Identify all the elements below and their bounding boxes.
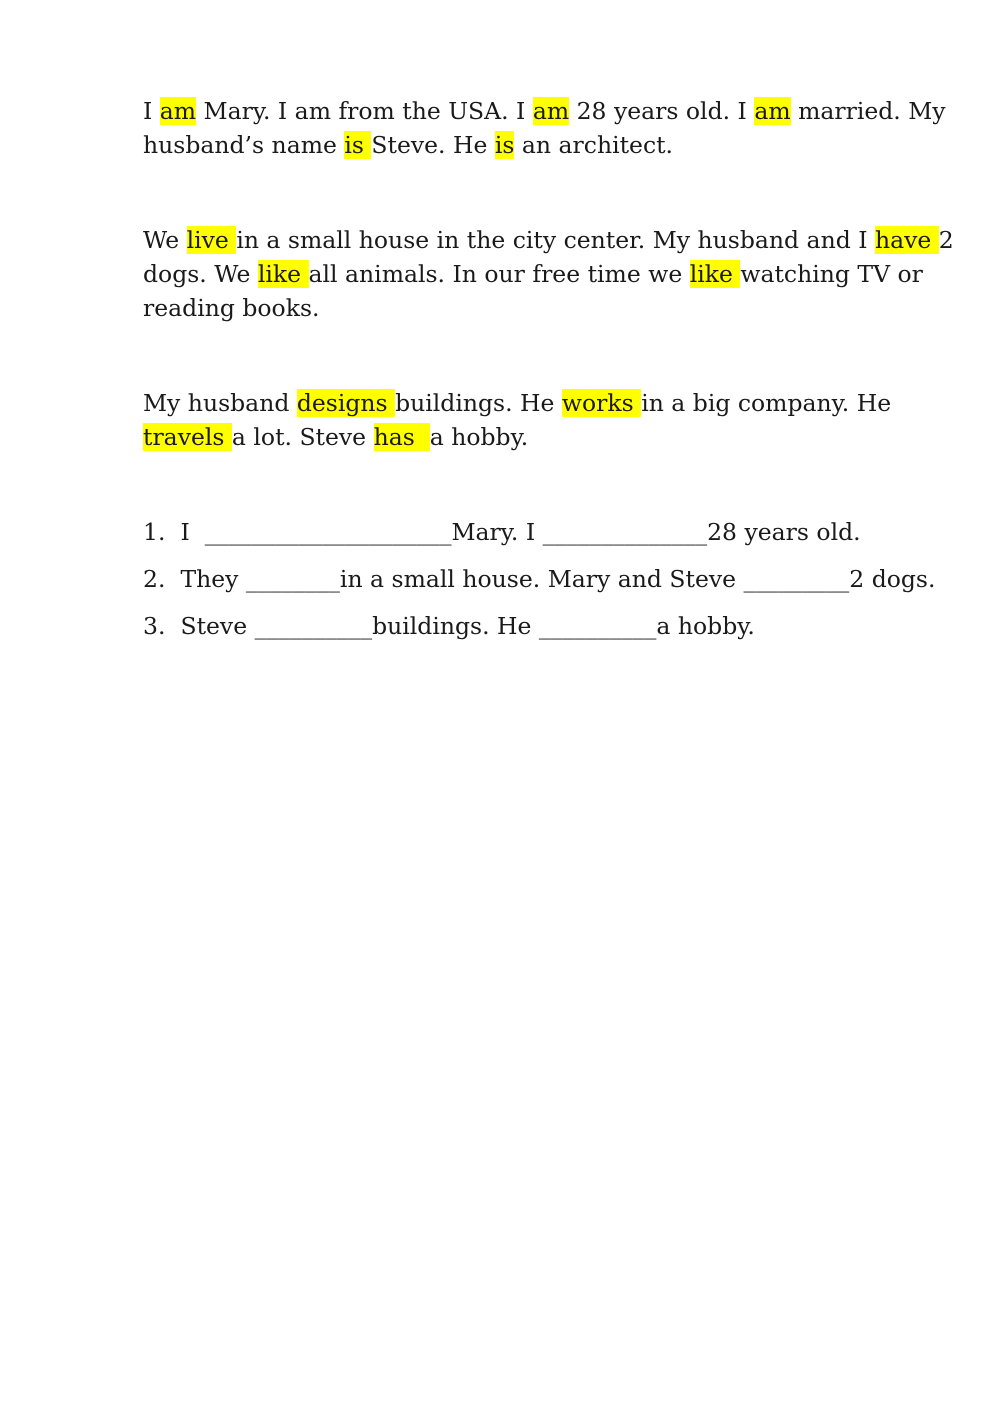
highlighted-verb: is	[494, 131, 515, 159]
paragraph-line	[143, 257, 943, 291]
text-segment: in a big company. He	[641, 389, 892, 417]
highlighted-verb: have	[874, 226, 939, 254]
paragraph-2	[143, 223, 954, 325]
text-segment: Steve. He	[371, 131, 495, 159]
highlighted-verb: am	[754, 97, 791, 125]
text-segment: all animals. In our free time we	[308, 260, 690, 288]
highlighted-verb: has	[373, 423, 430, 451]
highlighted-verb: like	[257, 260, 309, 288]
highlighted-verb: am	[532, 97, 570, 125]
text-segment: 28 years old. I	[569, 97, 755, 125]
text-segment: an architect.	[514, 131, 674, 159]
exercise-item	[143, 609, 943, 643]
text-segment: Mary. I am from the USA. I	[196, 97, 533, 125]
exercise-number: 1.	[143, 518, 166, 546]
exercise-sentence: I _____________________Mary. I ______________28 years old.	[173, 518, 861, 546]
paragraph-line	[143, 291, 943, 325]
text-segment: My husband	[143, 389, 297, 417]
paragraph-line	[143, 223, 954, 257]
highlighted-verb: am	[159, 97, 197, 125]
highlighted-verb: live	[186, 226, 237, 254]
highlighted-verb: designs	[296, 389, 396, 417]
highlighted-verb: travels	[143, 423, 232, 451]
text-segment: husband’s name	[143, 131, 345, 159]
highlighted-verb: works	[561, 389, 642, 417]
text-segment: watching TV or	[740, 260, 923, 288]
worksheet-page	[143, 94, 954, 656]
text-segment: in a small house in the city center. My husband and I	[236, 226, 875, 254]
exercise-sentence: They ________in a small house. Mary and Steve _________2 dogs.	[173, 565, 936, 593]
text-segment: I	[143, 97, 160, 125]
paragraph-line	[143, 128, 943, 162]
paragraph-line	[143, 94, 946, 128]
exercise-sentence: Steve __________buildings. He __________a hobby.	[173, 612, 755, 640]
text-segment: married. My	[790, 97, 946, 125]
exercise-item	[143, 515, 943, 549]
text-segment: dogs. We	[143, 260, 258, 288]
paragraph-3	[143, 386, 943, 454]
text-segment: buildings. He	[395, 389, 562, 417]
exercise-number: 3.	[143, 612, 166, 640]
exercise-list	[143, 515, 943, 643]
text-segment: reading books.	[143, 294, 320, 322]
reading-text	[143, 94, 954, 454]
text-segment: We	[143, 226, 187, 254]
highlighted-verb: like	[689, 260, 741, 288]
paragraph-line	[143, 386, 943, 420]
exercise-item	[143, 562, 943, 596]
paragraph-1	[143, 94, 946, 162]
text-segment: 2	[938, 226, 954, 254]
text-segment: a lot. Steve	[231, 423, 374, 451]
exercise-number: 2.	[143, 565, 166, 593]
highlighted-verb: is	[344, 131, 372, 159]
text-segment: a hobby.	[429, 423, 529, 451]
paragraph-line	[143, 420, 943, 454]
